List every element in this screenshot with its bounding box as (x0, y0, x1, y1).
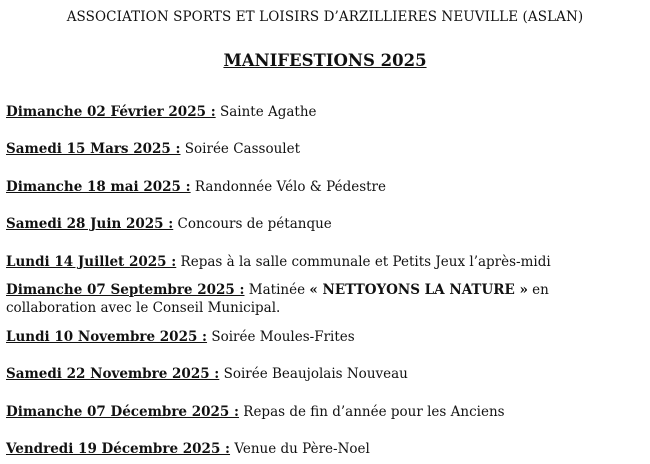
event-date: Lundi 14 Juillet 2025 : (6, 254, 177, 270)
event-description: Sainte Agathe (215, 104, 317, 120)
event-date: Dimanche 07 Septembre 2025 : (6, 282, 245, 298)
event-date: Samedi 22 Novembre 2025 : (6, 366, 220, 382)
event-description: Venue du Père-Noel (230, 441, 370, 457)
event-description: Soirée Moules-Frites (207, 329, 355, 345)
event-highlight: « NETTOYONS LA NATURE » (309, 282, 528, 298)
association-title: ASSOCIATION SPORTS ET LOISIRS D’ARZILLIERES NEUVILLE (ASLAN) (66, 9, 584, 25)
event-date: Dimanche 02 Février 2025 : (6, 104, 216, 120)
page-title: MANIFESTIONS 2025 (223, 51, 427, 70)
event-item (6, 140, 636, 158)
event-item (6, 403, 636, 421)
event-item (6, 215, 636, 233)
event-description: Matinée (244, 282, 310, 298)
event-date: Samedi 15 Mars 2025 : (6, 141, 181, 157)
event-item (6, 253, 636, 271)
event-item (6, 365, 636, 383)
event-description: Soirée Cassoulet (180, 141, 300, 157)
event-description: Soirée Beaujolais Nouveau (219, 366, 408, 382)
event-date: Dimanche 07 Décembre 2025 : (6, 404, 239, 420)
event-item (6, 440, 636, 458)
event-item (6, 103, 636, 121)
event-description: Repas de fin d’année pour les Anciens (238, 404, 505, 420)
event-description: Concours de pétanque (173, 216, 332, 232)
event-item (6, 328, 636, 346)
event-date: Samedi 28 Juin 2025 : (6, 216, 174, 232)
event-item (6, 178, 636, 196)
event-description: Randonnée Vélo & Pédestre (190, 179, 386, 195)
event-item (6, 281, 636, 317)
event-date: Lundi 10 Novembre 2025 : (6, 329, 208, 345)
event-description-continued: en collaboration avec le Conseil Municipal. (6, 282, 549, 316)
event-description: Repas à la salle communale et Petits Jeux l’après-midi (176, 254, 551, 270)
event-date: Dimanche 18 mai 2025 : (6, 179, 191, 195)
event-date: Vendredi 19 Décembre 2025 : (6, 441, 231, 457)
